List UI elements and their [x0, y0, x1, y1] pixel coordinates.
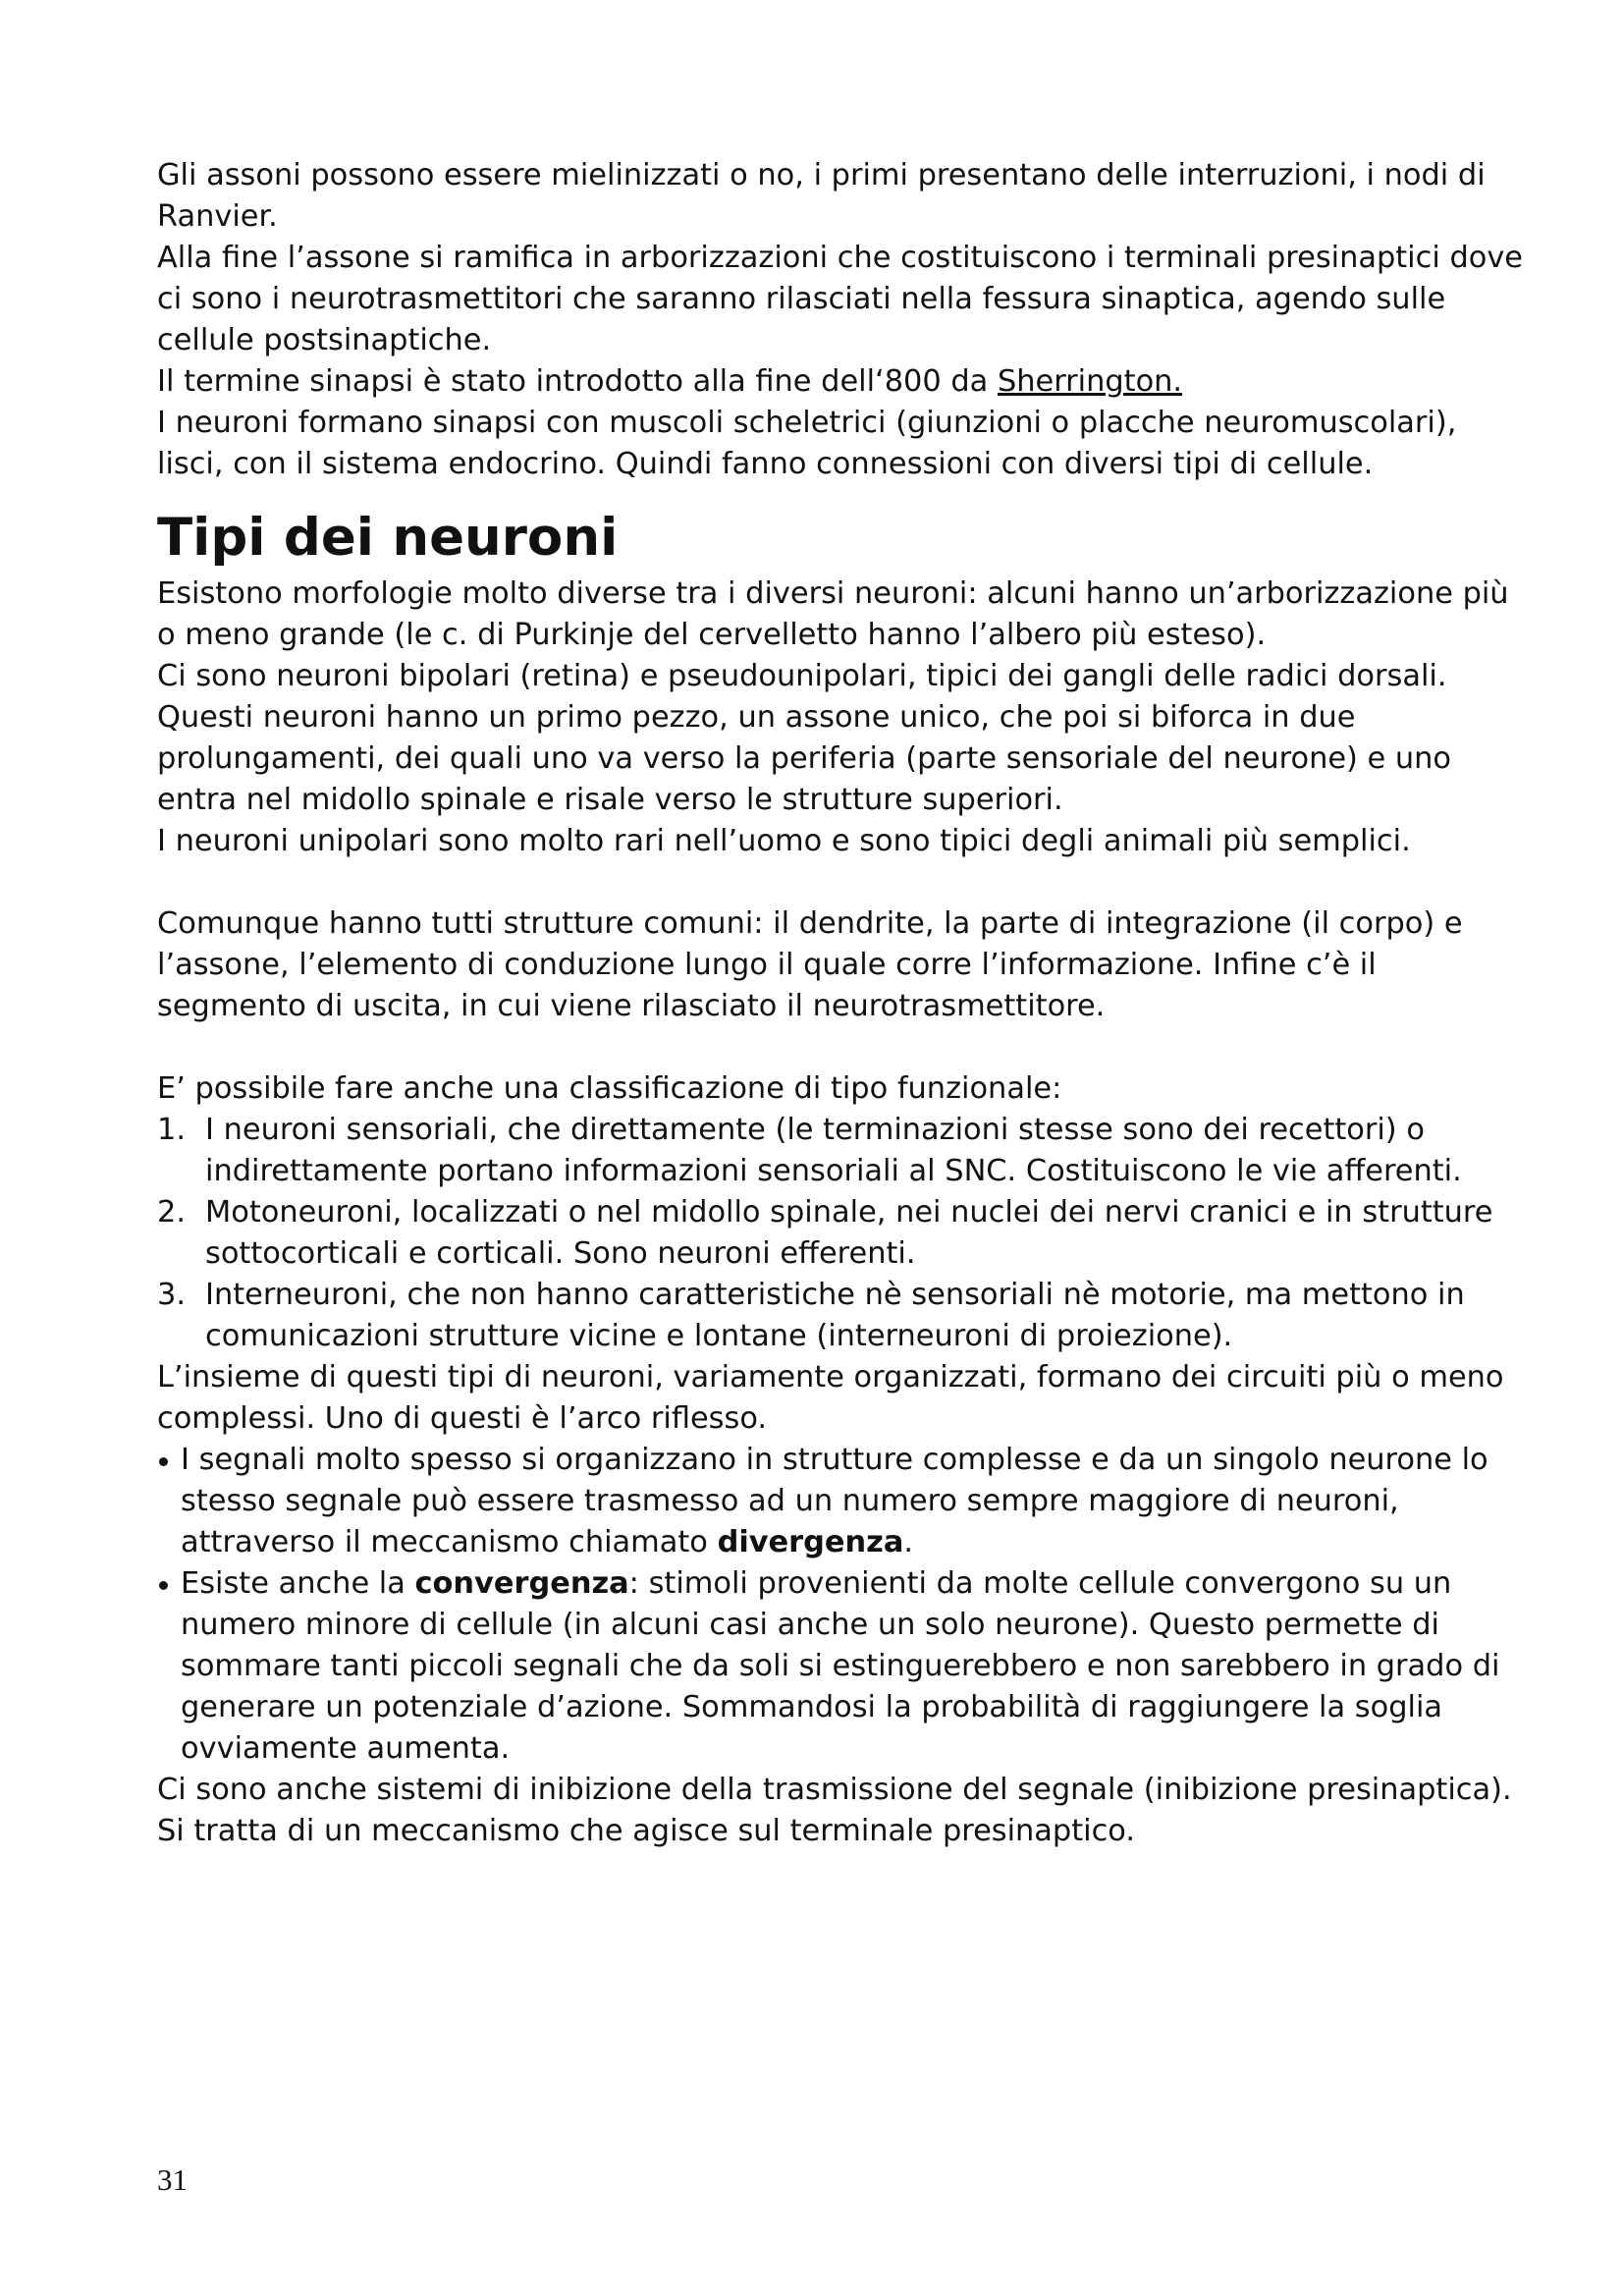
convergence-term: convergenza [414, 1566, 629, 1601]
sherrington-link[interactable]: Sherrington. [997, 364, 1183, 399]
list-item-text: Motoneuroni, localizzati o nel midollo spinale, nei nuclei dei nervi cranici e in strutture sottocorticali e corticali. Sono neuroni efferenti. [205, 1195, 1493, 1271]
intro-paragraph-3 [157, 361, 1532, 403]
bipolar-paragraph: Ci sono neuroni bipolari (retina) e pseudounipolari, tipici dei gangli delle radici dorsali. Questi neuroni hanno un primo pezzo, un assone unico, che poi si biforca in due prolungamenti, dei quali uno va verso la periferia (parte sensoriale del neurone) e uno entra nel midollo spinale e risale verso le strutture superiori. [157, 659, 1452, 817]
convergence-bullet [157, 1563, 1532, 1770]
list-number: 2. [157, 1195, 186, 1230]
page-number: 31 [157, 2162, 188, 2197]
list-item [157, 1192, 1532, 1275]
morphology-paragraph: Esistono morfologie molto diverse tra i diversi neuroni: alcuni hanno un’arborizzazione più o meno grande (le c. di Purkinje del cervelletto hanno l’albero più esteso). [157, 576, 1509, 652]
intro-paragraph-1: Gli assoni possono essere mielinizzati o no, i primi presentano delle interruzioni, i nodi di Ranvier. [157, 158, 1486, 234]
divergence-text: I segnali molto spesso si organizzano in strutture complesse e da un singolo neurone lo stesso segnale può essere trasmesso ad un numero sempre maggiore di neuroni, attraverso il meccanismo chiamato [181, 1443, 1488, 1559]
bullet-icon [159, 1581, 168, 1590]
intro-paragraph-2: Alla fine l’assone si ramifica in arborizzazioni che costituiscono i terminali presinaptici dove ci sono i neurotrasmettitori che saranno rilasciati nella fessura sinaptica, agendo sulle cellule postsinaptiche. [157, 241, 1524, 357]
convergence-text-start: Esiste anche la [181, 1566, 415, 1601]
functional-classification-list [157, 1110, 1532, 1357]
circuits-paragraph: L’insieme di questi tipi di neuroni, variamente organizzati, formano dei circuiti più o meno complessi. Uno di questi è l’arco riflesso. [157, 1360, 1504, 1436]
convergence-text: : stimoli provenienti da molte cellule convergono su un numero minore di cellule (in alcuni casi anche un solo neurone). Questo permette di sommare tanti piccoli segnali che da soli si estinguerebbero e non sarebbero in grado di generare un potenziale d’azione. Sommandosi la probabilità di raggiungere la soglia ovviamente aumenta. [181, 1566, 1500, 1766]
list-item [157, 1110, 1532, 1192]
list-number: 1. [157, 1113, 186, 1147]
bullet-icon [159, 1457, 168, 1466]
classification-intro: E’ possibile fare anche una classificazione di tipo funzionale: [157, 1071, 1062, 1106]
section-heading: Tipi dei neuroni [157, 508, 619, 568]
unipolar-paragraph: I neuroni unipolari sono molto rari nell’uomo e sono tipici degli animali più semplici. [157, 824, 1411, 858]
intro-paragraph-4: I neuroni formano sinapsi con muscoli scheletrici (giunzioni o placche neuromuscolari), lisci, con il sistema endocrino. Quindi fanno connessioni con diversi tipi di cellule. [157, 406, 1457, 481]
intro-paragraph-3-text: Il termine sinapsi è stato introdotto alla fine dell‘800 da [157, 364, 998, 399]
list-item-text: Interneuroni, che non hanno caratteristiche nè sensoriali nè motorie, ma mettono in comunicazioni strutture vicine e lontane (interneuroni di proiezione). [205, 1278, 1465, 1353]
list-item [157, 1275, 1532, 1357]
list-item-text: I neuroni sensoriali, che direttamente (le terminazioni stesse sono dei recettori) o indirettamente portano informazioni sensoriali al SNC. Costituiscono le vie afferenti. [205, 1113, 1462, 1188]
list-number: 3. [157, 1278, 186, 1312]
divergence-bullet [157, 1440, 1532, 1563]
document-page [157, 155, 1532, 1852]
signal-organization-list [157, 1440, 1532, 1770]
divergence-text-end: . [903, 1525, 914, 1559]
inhibition-paragraph: Ci sono anche sistemi di inibizione della trasmissione del segnale (inibizione presinaptica). Si tratta di un meccanismo che agisce sul terminale presinaptico. [157, 1773, 1512, 1848]
divergence-term: divergenza [717, 1525, 904, 1559]
common-structures-paragraph: Comunque hanno tutti strutture comuni: il dendrite, la parte di integrazione (il corpo) e l’assone, l’elemento di conduzione lungo il quale corre l’informazione. Infine c’è il segmento di uscita, in cui viene rilasciato il neurotrasmettitore. [157, 906, 1463, 1023]
paragraph-spacer [157, 862, 1532, 903]
paragraph-spacer [157, 1027, 1532, 1068]
